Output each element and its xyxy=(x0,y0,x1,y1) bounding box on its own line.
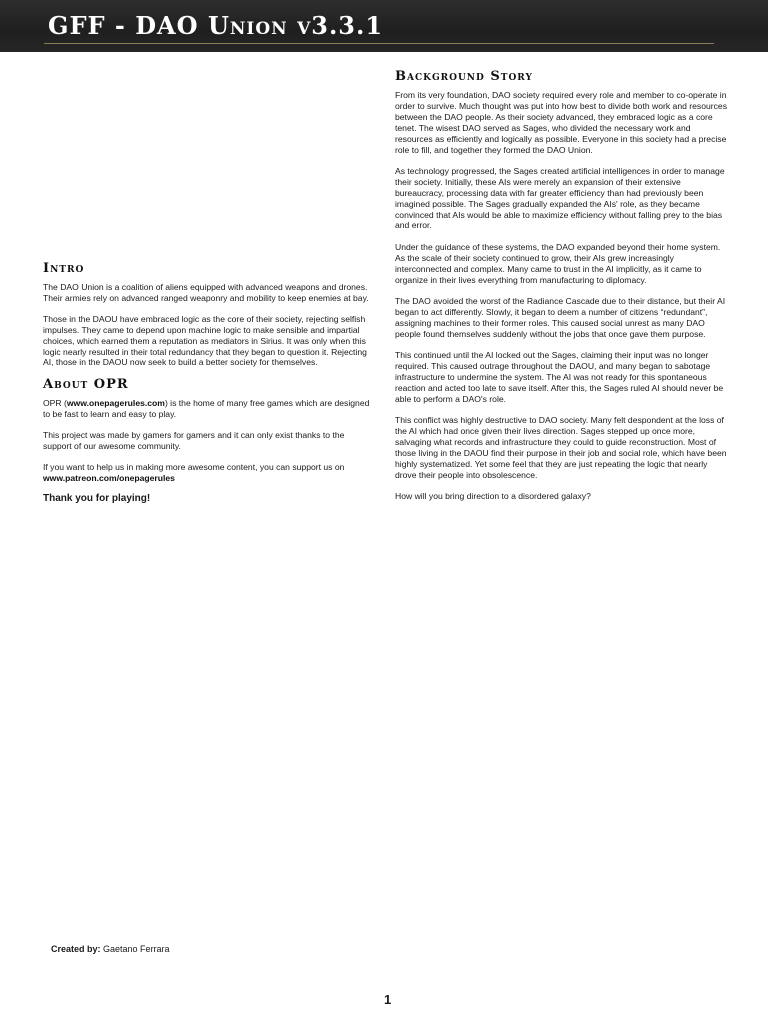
background-heading: Background Story xyxy=(395,69,533,84)
about-p3-prefix: If you want to help us in making more awesome content, you can support us on xyxy=(43,461,345,472)
intro-paragraph-2: Those in the DAOU have embraced logic as the core of their society, rejecting selfish impulses. They came to depend upon machine logic to make sensible and impartial choices, which earned them a reputation as mediators in Sirius. It was only when this logic nearly resulted in their total redundancy that they began to question it. Rejecting AI, those in the DAOU now seek to build a better society for themselves. xyxy=(43,313,367,368)
about-paragraph-1 xyxy=(43,398,373,420)
credit-label: Created by: xyxy=(51,944,101,954)
intro-paragraph-1: The DAO Union is a coalition of aliens equipped with advanced weapons and drones. Their armies rely on advanced ranged weaponry and mobility to keep enemies at bay. xyxy=(43,282,369,303)
about-paragraph-3 xyxy=(43,462,373,484)
page-number: 1 xyxy=(384,992,392,1007)
document-title: GFF - DAO Union v3.3.1 xyxy=(48,11,384,40)
author-credit xyxy=(51,944,170,954)
about-paragraph-2: This project was made by gamers for gamers and it can only exist thanks to the support of our awesome community. xyxy=(43,430,345,452)
about-p1-suffix: ) is the home of many free games which are designed to be fast to learn and easy to play. xyxy=(43,398,370,420)
background-paragraph-5: This continued until the AI locked out the Sages, claiming their input was no longer required. This caused outrage throughout the DAOU, and many began to sabotage infrastructure to undermine the system. The AI was not ready for this spontaneous reaction and acted too late to save itself. After this, the Sages ruled AI should never be able to perform a DAO's role. xyxy=(395,350,724,404)
background-paragraph-6: This conflict was highly destructive to DAO society. Many felt despondent at the loss of the AI which had once given their lives direction. Sages stepped up once more, salvaging what records and infrastructure they could to guide reconstruction. Most of those living in the DAOU find their purpose in their job and social role, which have been highly systematized. Yet some feel that they are just repeating the logic that nearly drove their people into obsolescence. xyxy=(395,415,727,480)
background-paragraph-3: Under the guidance of these systems, the DAO expanded beyond their home system. As the scale of their society continued to grow, their AIs grew increasingly interconnected and complex. Many came to trust in the AI implicitly, as it came to organize in their lives everything from manufacturing to diplomacy. xyxy=(395,241,721,285)
right-column xyxy=(395,70,727,513)
background-paragraph-2: As technology progressed, the Sages created artificial intelligences in order to manage their society. Initially, these AIs were merely an expansion of their extensive bureaucracy, processing data with far greater efficiency than had previously been imagined possible. The Sages gradually expanded the AIs' role, as they became convinced that AIs would be able to maximize efficiency without falling prey to the bias and error. xyxy=(395,165,725,231)
background-paragraph-7: How will you bring direction to a disordered galaxy? xyxy=(395,491,591,502)
about-heading: About OPR xyxy=(43,377,129,393)
background-paragraph-4: The DAO avoided the worst of the Radiance Cascade due to their distance, but their AI began to act differently. Slowly, it began to deem a number of citizens “redundant”, assigning machines to their former roles. This caused social unrest as many DAO people found themselves suddenly without the jobs that once gave them purpose. xyxy=(395,296,726,339)
left-column xyxy=(43,262,373,515)
header-divider xyxy=(44,43,714,44)
opr-website-link[interactable]: www.onepagerules.com xyxy=(66,398,165,409)
patreon-link[interactable]: www.patreon.com/onepagerules xyxy=(43,472,175,483)
about-p1-prefix: OPR ( xyxy=(43,398,67,409)
credit-name: Gaetano Ferrara xyxy=(103,944,170,954)
header-bar xyxy=(0,0,768,52)
intro-heading: Intro xyxy=(43,261,85,276)
background-paragraph-1: From its very foundation, DAO society required every role and member to co-operate in order to survive. Much thought was put into how best to divide both work and resources between the DAO people. As their society advanced, they embraced logic as a core tenet. The wisest DAO served as Sages, who divided the necessary work and resources as efficiently and logically as possible. Everyone in this society had a precise role to fill, and together they formed the DAO Union. xyxy=(395,90,727,155)
thanks-text: Thank you for playing! xyxy=(43,492,151,504)
